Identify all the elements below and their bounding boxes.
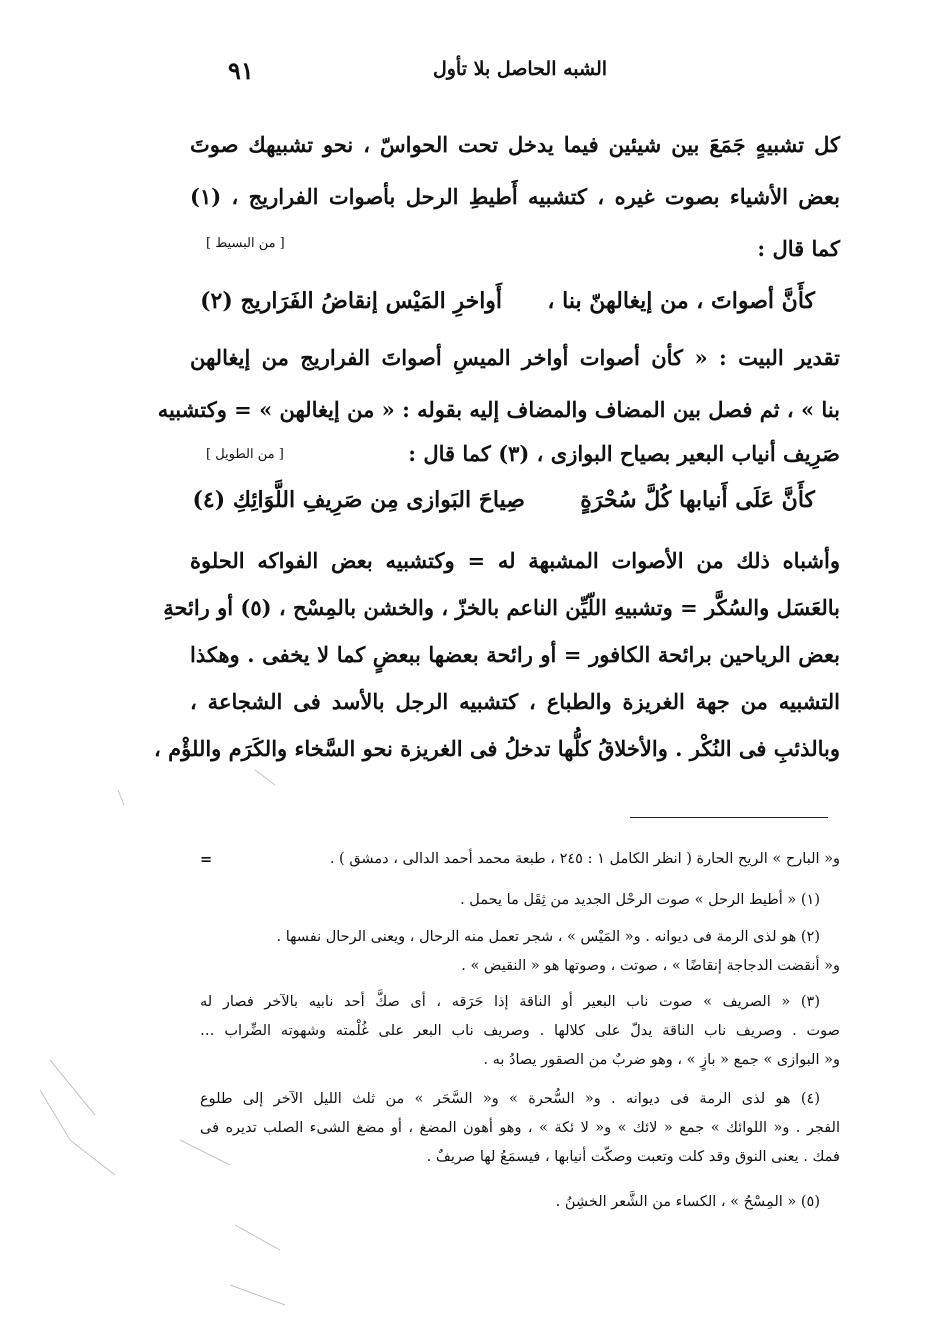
- footnote-text: صوت . وصريف ناب الناقة يدلّ على كلالها . وصريف ناب البعر على غُلْمته وشهوته الضِّراب …: [200, 1023, 840, 1039]
- verse-hemistich: أَواخرِ المَيْس إنقاضُ الفَرَاريج (٢): [200, 288, 503, 314]
- footnote: [200, 923, 840, 981]
- footnote-rule: [630, 817, 828, 818]
- verse-hemistich: صِياحَ البَوازى مِن صَرِيفِ اللَّوَائِكِ (٤): [192, 487, 525, 513]
- footnote-text: و« البارح » الريح الحارة ( انظر الكامل ١ : ٢٤٥ ، طبعة محمد أحمد الدالى ، دمشق ) .: [329, 851, 840, 867]
- footnote: [200, 845, 840, 874]
- body-line: كل تشبيهٍ جَمَعَ بين شيئين فيما يدخل تحت الحواسّ ، نحو تشبيهك صوتَ: [190, 132, 840, 157]
- meter-label: [ من الطويل ]: [206, 447, 284, 462]
- running-title: الشبه الحاصل بلا تأول: [432, 58, 608, 80]
- body-line: بالعَسَل والسُكَّر = وتشبيهِ اللّيِّن الناعم بالخزّ ، والخشن بالمِسْح ، (٥) أو رائحةِ: [163, 595, 840, 620]
- footnote-text: (٣) « الصريف » صوت ناب البعير أو الناقة إذا حَرَقه ، أى صكَّ أحد نابيه بالآخر فصار له: [200, 994, 820, 1010]
- footnote-text: (٥) « المِسْحُ » ، الكساء من الشَّعر الخشِنُ .: [555, 1194, 820, 1210]
- footnote: [200, 886, 840, 915]
- footnote-text: و« أنقضت الدجاجة إنقاضًا » ، صوتت ، وصوتها هو « النقيض » .: [461, 958, 840, 974]
- footnote-text: (٤) هو لذى الرمة فى ديوانه . و« السُّحرة » و« السَّحَر » من ثلث الليل الآخر إلى طلوع: [200, 1091, 820, 1107]
- footnote-text: و« البوازى » جمع « بازٍ » ، وهو ضربٌ من الصقور يصادُ به .: [483, 1052, 840, 1068]
- page-number: ٩١: [228, 56, 254, 85]
- page-header: [200, 58, 840, 94]
- body-line: بعض الأشياء بصوت غيره ، كتشبيه أَطيطِ الرحل بأصوات الفراريج ، (١): [190, 184, 840, 209]
- footnote-text: (١) « أطيط الرحل » صوت الرحْل الجديد من ثِقَل ما يحمل .: [460, 892, 820, 908]
- footnote-text: الفجر . و« اللوائك » جمع « لائك » و« لا ئكة » ، وهو أهون المضغ ، أو مضغ الشىء الصلب تديره فى: [200, 1120, 840, 1136]
- body-line: صَرِيف أنياب البعير بصياح البوازى ، (٣) كما قال :: [408, 441, 840, 466]
- footnote: [200, 1188, 840, 1217]
- footnote-text: فمك . يعنى النوق وقد كلت وتعبت وصكّت أنيابها ، فيسمَعُ لها صريفٌ .: [426, 1149, 840, 1165]
- body-line: التشبيه من جهة الغريزة والطباع ، كتشبيه الرجل بالأسد فى الشجاعة ،: [190, 689, 840, 714]
- verse: [192, 487, 815, 513]
- body-line: تقدير البيت : « كأن أصوات أواخر الميسِ أصواتَ الفراريج من إيغالهن: [190, 345, 840, 370]
- body-line: وبالذئبِ فى النُكْر . والأخلاقُ كلُّها تدخلُ فى الغريزة نحو السَّخاء والكَرَم واللؤْم ،: [154, 736, 840, 761]
- continuation-marker: =: [200, 851, 213, 868]
- verse: [200, 288, 815, 314]
- meter-label: [ من البسيط ]: [206, 236, 285, 251]
- body-line: كما قال :: [757, 236, 840, 261]
- footnote: [200, 1085, 840, 1172]
- body-line: وأشباه ذلك من الأصوات المشبهة له = وكتشبيه بعض الفواكه الحلوة: [190, 548, 840, 573]
- verse-hemistich: كأَنَّ عَلَى أَنيابها كُلَّ سُحْرَةٍ: [580, 487, 815, 513]
- verse-hemistich: كأَنَّ أصواتَ ، من إيغالهنّ بنا ،: [547, 288, 815, 314]
- body-line: بعض الرياحين برائحة الكافور = أو رائحة بعضها ببعضٍ كما لا يخفى . وهكذا: [190, 642, 840, 667]
- body-line: بنا » ، ثم فصل بين المضاف والمضاف إليه بقوله : « من إيغالهن » = وكتشبيه: [157, 397, 840, 422]
- footnote-text: (٢) هو لذى الرمة فى ديوانه . و« المَيْس » ، شجر تعمل منه الرحال ، ويعنى الرحال نفسها .: [276, 929, 820, 945]
- footnote: [200, 988, 840, 1075]
